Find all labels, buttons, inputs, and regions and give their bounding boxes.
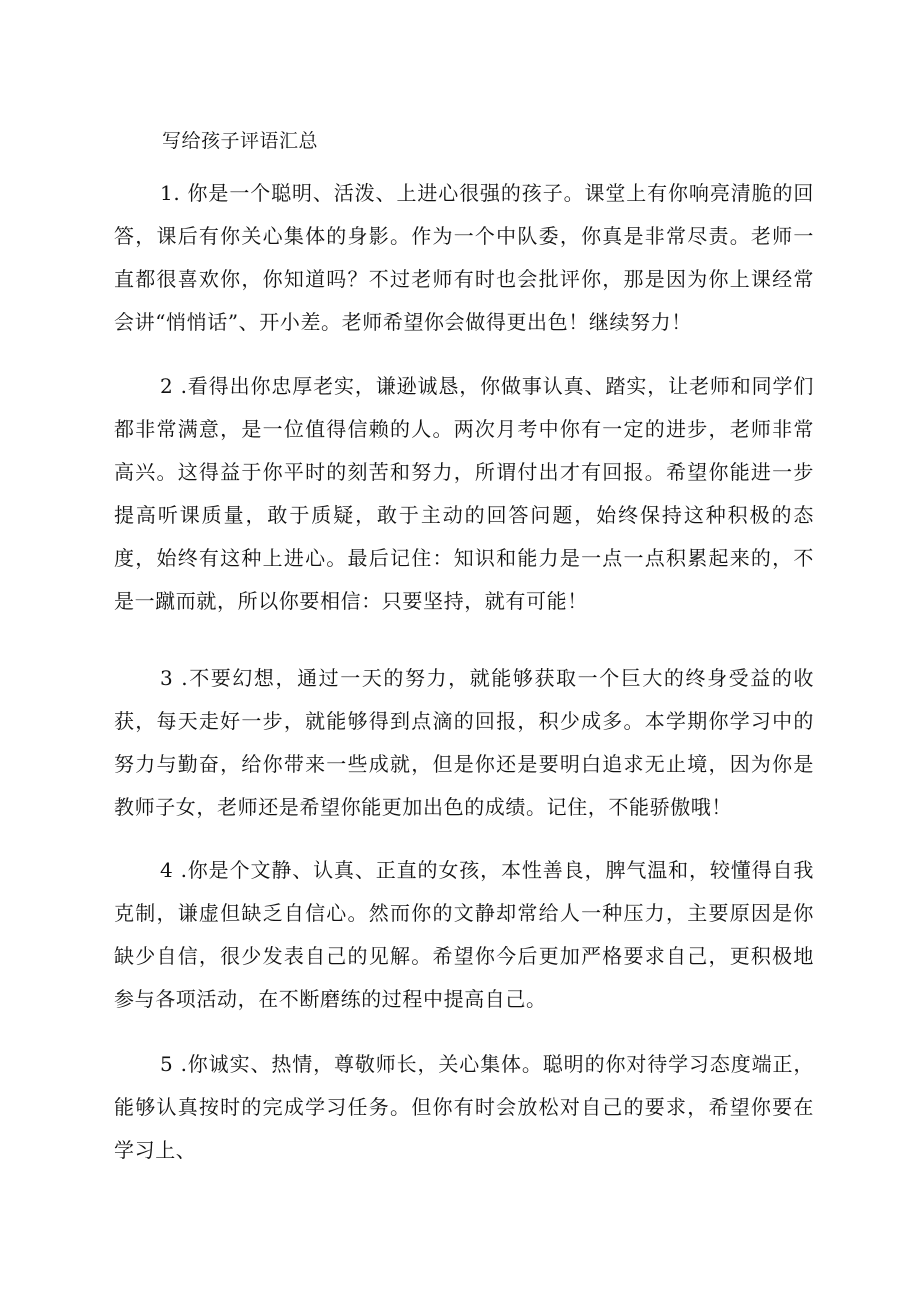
comment-paragraph-3: 3 .不要幻想，通过一天的努力，就能够获取一个巨大的终身受益的收获，每天走好一步，就能够得到点滴的回报，积少成多。本学期你学习中的努力与勤奋，给你带来一些成就，但是你还是要明白追求无止境，因为你是教师子女，老师还是希望你能更加出色的成绩。记住，不能骄傲哦！: [114, 666, 814, 819]
comment-paragraph-2: 2 .看得出你忠厚老实，谦逊诚恳，你做事认真、踏实，让老师和同学们都非常满意，是一位值得信赖的人。两次月考中你有一定的进步，老师非常高兴。这得益于你平时的刻苦和努力，所谓付出才有回报。希望你能进一步提高听课质量，敢于质疑，敢于主动的回答问题，始终保持这种积极的态度，始终有这种上进心。最后记住：知识和能力是一点一点积累起来的，不是一蹴而就，所以你要相信：只要坚持，就有可能！: [114, 374, 814, 613]
comment-paragraph-5: 5 .你诚实、热情，尊敬师长，关心集体。聪明的你对待学习态度端正，能够认真按时的完成学习任务。但你有时会放松对自己的要求，希望你要在学习上、: [114, 1052, 814, 1162]
comment-paragraph-4: 4 .你是个文静、认真、正直的女孩，本性善良，脾气温和，较懂得自我克制，谦虚但缺乏自信心。然而你的文静却常给人一种压力，主要原因是你缺少自信，很少发表自己的见解。希望你今后更加严格要求自己，更积极地参与各项活动，在不断磨练的过程中提高自己。: [114, 858, 814, 1011]
document-title: 写给孩子评语汇总: [162, 130, 319, 152]
comment-paragraph-1: 1. 你是一个聪明、活泼、上进心很强的孩子。课堂上有你响亮清脆的回答，课后有你关心集体的身影。作为一个中队委，你真是非常尽责。老师一直都很喜欢你，你知道吗？不过老师有时也会批评你，那是因为你上课经常会讲“悄悄话”、开小差。老师希望你会做得更出色！继续努力！: [114, 181, 814, 334]
